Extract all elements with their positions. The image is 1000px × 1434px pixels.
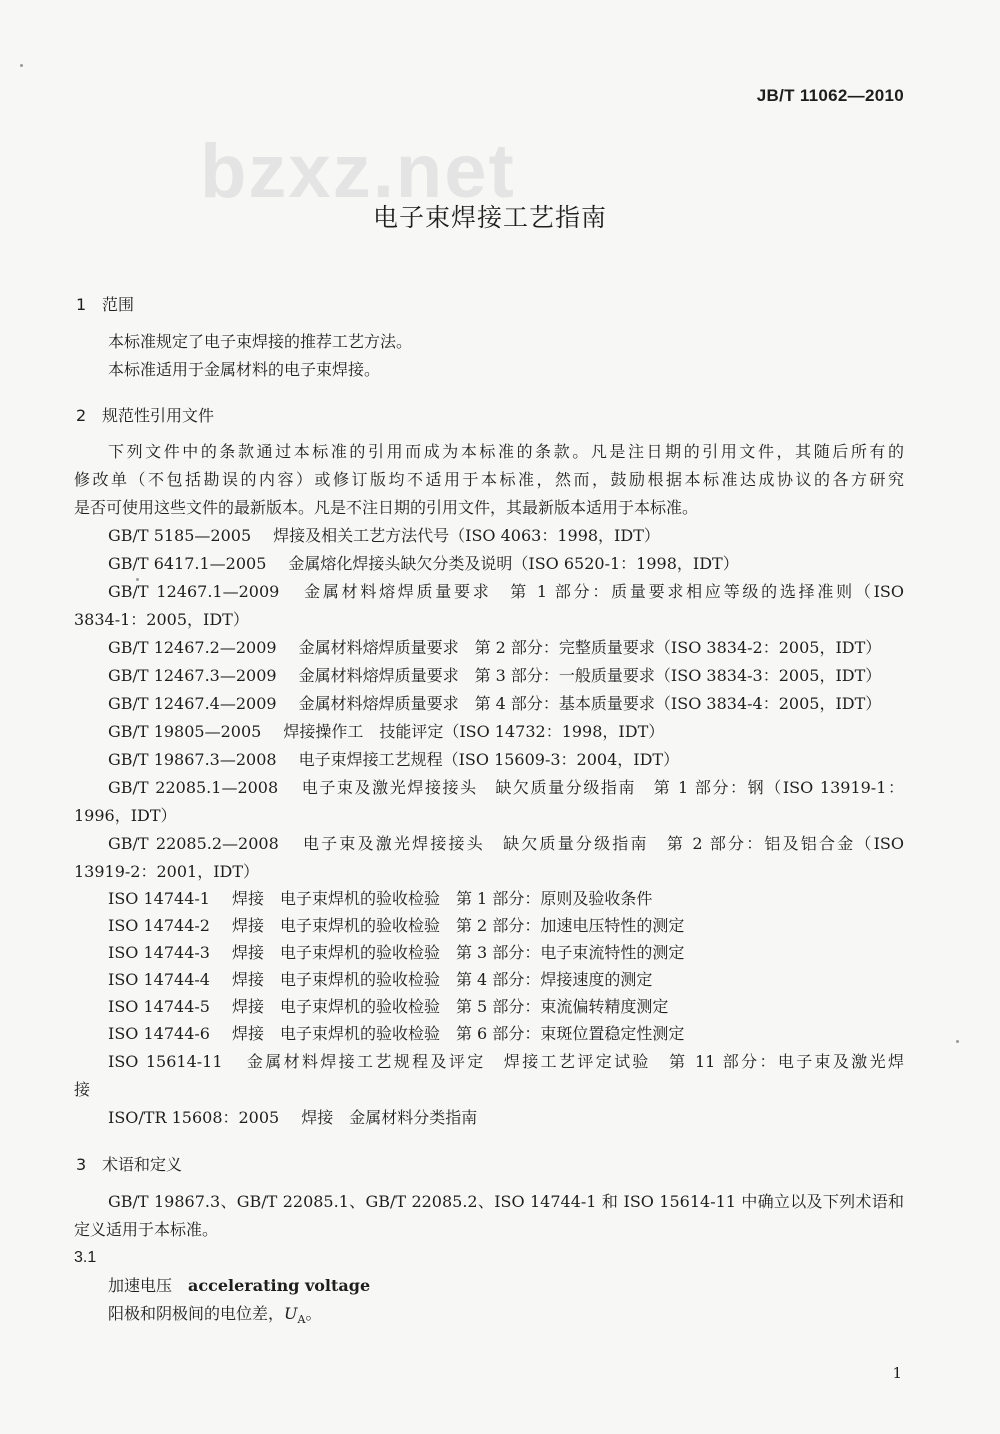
reference-code: GB/T 12467.4—2009 [108,694,277,713]
scan-speck [956,1040,959,1043]
reference-continuation: 13919-2：2001，IDT） [74,862,260,881]
paragraph-line: 修改单（不包括勘误的内容）或修订版均不适用于本标准，然而，鼓励根据本标准达成协议的各方研究 [74,470,904,489]
symbol: U [284,1304,298,1323]
watermark-text: bzxz.net [200,129,516,214]
reference-title: 电子束及激光焊接接头 缺欠质量分级指南 第 1 部分：钢（ISO 13919-1： [300,778,904,797]
reference-title: 焊接 电子束焊机的验收检验 第 6 部分：束斑位置稳定性测定 [231,1024,685,1043]
term-chinese: 加速电压 [108,1276,173,1295]
reference-code: ISO 14744-4 [108,970,210,989]
page-number: 1 [892,1364,902,1382]
reference-item [108,1052,904,1072]
reference-code: GB/T 19867.3—2008 [108,750,277,769]
term-definition [108,1304,904,1330]
section-heading-terms [76,1152,182,1175]
reference-title: 焊接 电子束焊机的验收检验 第 3 部分：电子束流特性的测定 [231,943,685,962]
section-number: 3 [76,1155,87,1174]
reference-item [108,916,904,936]
reference-title: 焊接 电子束焊机的验收检验 第 5 部分：束流偏转精度测定 [231,997,669,1016]
reference-item [108,1024,904,1044]
paragraph: 本标准规定了电子束焊接的推荐工艺方法。 [108,332,413,351]
reference-continuation: 3834-1：2005，IDT） [74,610,249,629]
reference-item [108,834,904,854]
reference-title: 金属材料熔焊质量要求 第 4 部分：基本质量要求（ISO 3834-4：2005，IDT） [298,694,882,713]
reference-title: 焊接 电子束焊机的验收检验 第 1 部分：原则及验收条件 [231,889,653,908]
reference-code: GB/T 19805—2005 [108,722,262,741]
scan-speck [136,578,139,581]
reference-title: 金属材料熔焊质量要求 第 1 部分：质量要求相应等级的选择准则（ISO [301,582,904,601]
reference-title: 电子束焊接工艺规程（ISO 15609-3：2004，IDT） [298,750,680,769]
section-heading-normative-refs [76,403,214,426]
document-title: 电子束焊接工艺指南 [372,203,607,232]
reference-continuation: 接 [74,1080,91,1099]
reference-title: 金属材料熔焊质量要求 第 2 部分：完整质量要求（ISO 3834-2：2005，IDT） [298,638,882,657]
reference-item [108,970,904,990]
symbol-subscript: A [297,1313,306,1327]
section-title: 术语和定义 [102,1155,183,1174]
reference-title: 焊接 金属材料分类指南 [301,1108,478,1127]
term-number: 3.1 [74,1249,97,1266]
reference-title: 金属熔化焊接头缺欠分类及说明（ISO 6520-1：1998，IDT） [288,554,739,573]
reference-code: ISO/TR 15608：2005 [108,1108,280,1127]
reference-item [108,554,904,574]
paragraph-line: 定义适用于本标准。 [74,1220,219,1239]
section-heading-scope [76,292,134,315]
scan-speck [20,64,23,67]
reference-code: GB/T 22085.1—2008 [108,778,279,797]
paragraph-line: 下列文件中的条款通过本标准的引用而成为本标准的条款。凡是注日期的引用文件，其随后所有的 [108,442,904,461]
reference-code: ISO 14744-6 [108,1024,210,1043]
reference-item [108,778,904,798]
reference-item [108,997,904,1017]
reference-title: 焊接 电子束焊机的验收检验 第 4 部分：焊接速度的测定 [231,970,653,989]
section-title: 规范性引用文件 [102,406,215,425]
reference-item [108,638,904,658]
reference-code: GB/T 6417.1—2005 [108,554,267,573]
reference-code: GB/T 12467.1—2009 [108,582,280,601]
reference-item [108,694,904,714]
reference-code: GB/T 12467.3—2009 [108,666,277,685]
reference-code: GB/T 22085.2—2008 [108,834,279,853]
reference-item [108,666,904,686]
reference-code: ISO 14744-3 [108,943,210,962]
reference-item [108,526,904,546]
section-number: 2 [76,406,87,425]
definition-text: 阳极和阴极间的电位差， [108,1304,285,1323]
reference-item [108,943,904,963]
reference-item [108,582,904,602]
reference-code: GB/T 12467.2—2009 [108,638,277,657]
reference-item [108,750,904,770]
section-number: 1 [76,295,87,314]
term-english: accelerating voltage [188,1276,371,1295]
reference-code: GB/T 5185—2005 [108,526,252,545]
reference-title: 金属材料熔焊质量要求 第 3 部分：一般质量要求（ISO 3834-3：2005，IDT） [298,666,882,685]
reference-item [108,722,904,742]
reference-code: ISO 15614-11 [108,1052,223,1071]
reference-continuation: 1996，IDT） [74,806,177,825]
definition-end: 。 [305,1304,322,1323]
reference-title: 焊接操作工 技能评定（ISO 14732：1998，IDT） [283,722,665,741]
paragraph-line: GB/T 19867.3、GB/T 22085.1、GB/T 22085.2、ISO 14744-1 和 ISO 15614-11 中确立以及下列术语和 [108,1192,904,1211]
standard-number: JB/T 11062—2010 [756,86,904,105]
reference-code: ISO 14744-5 [108,997,210,1016]
section-title: 范围 [102,295,135,314]
reference-title: 金属材料焊接工艺规程及评定 焊接工艺评定试验 第 11 部分：电子束及激光焊 [244,1052,904,1071]
paragraph: 本标准适用于金属材料的电子束焊接。 [108,360,381,379]
reference-title: 电子束及激光焊接接头 缺欠质量分级指南 第 2 部分：铝及铝合金（ISO [300,834,904,853]
reference-code: ISO 14744-1 [108,889,210,908]
reference-code: ISO 14744-2 [108,916,210,935]
paragraph-line: 是否可使用这些文件的最新版本。凡是不注日期的引用文件，其最新版本适用于本标准。 [74,498,699,517]
reference-title: 焊接及相关工艺方法代号（ISO 4063：1998，IDT） [273,526,660,545]
reference-item [108,1108,904,1128]
term-entry [108,1276,904,1296]
reference-item [108,889,904,909]
reference-title: 焊接 电子束焊机的验收检验 第 2 部分：加速电压特性的测定 [231,916,685,935]
